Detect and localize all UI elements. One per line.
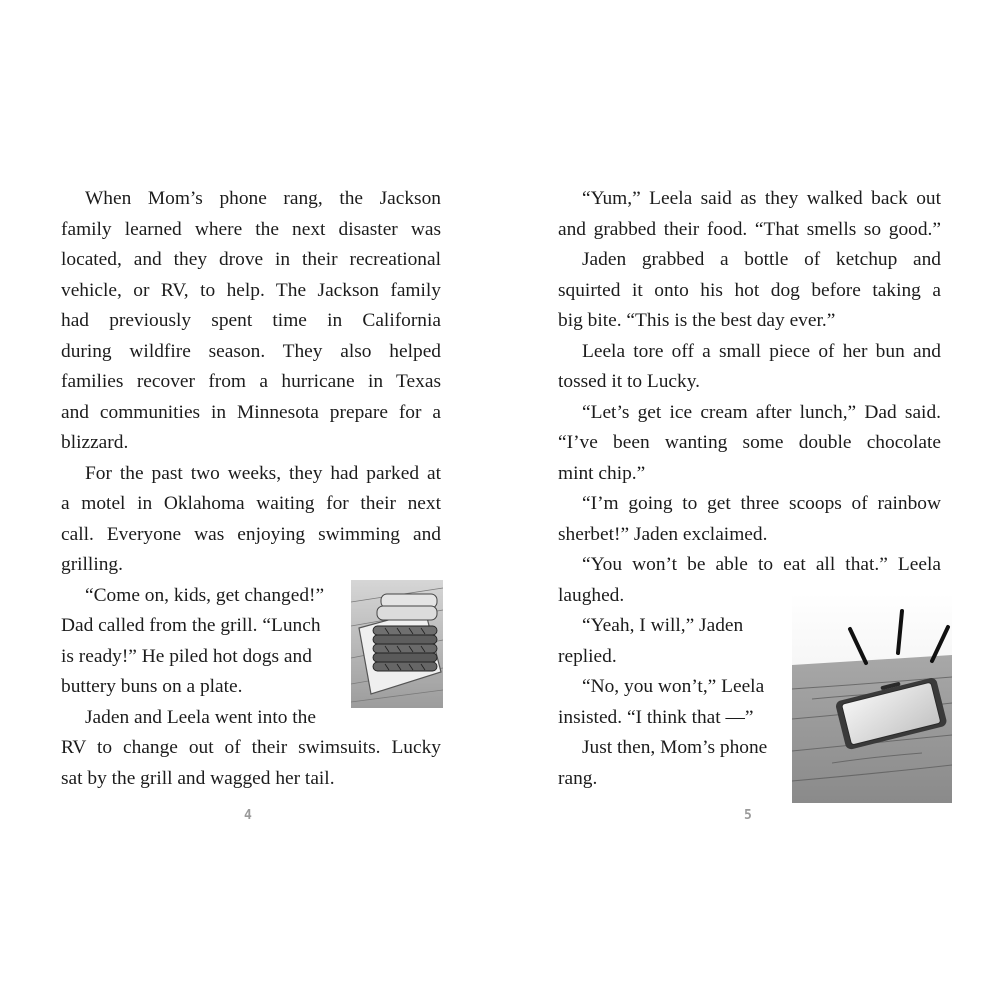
text-line: Leela tore off a small piece of her bun and — [582, 340, 941, 362]
text-line: had previously spent time in California — [61, 310, 441, 331]
text-line: blizzard. — [61, 432, 129, 453]
text-line: sat by the grill and wagged her tail. — [61, 767, 335, 789]
text-line: is ready!” He piled hot dogs and — [61, 645, 312, 667]
text-line: When Mom’s phone rang, the Jackson — [85, 188, 441, 209]
text-line: Jaden grabbed a bottle of ketchup and — [582, 249, 941, 270]
text-line: “Come on, kids, get changed!” — [85, 584, 325, 606]
text-line: RV to change out of their swimsuits. Lucky — [61, 737, 441, 758]
text-line: Just then, Mom’s phone — [582, 737, 768, 758]
text-line: families recover from a hurricane in Texas — [61, 371, 441, 392]
text-line: “Let’s get ice cream after lunch,” Dad said. — [582, 401, 941, 423]
text-line: family learned where the next disaster was — [61, 218, 441, 240]
text-line: insisted. “I think that —” — [558, 706, 754, 728]
text-line: buttery buns on a plate. — [61, 676, 243, 697]
text-line: during wildfire season. They also helped — [61, 340, 441, 362]
text-line: “I’ve been wanting some double chocolate — [558, 432, 941, 453]
text-line: squirted it onto his hot dog before taking a — [558, 279, 941, 301]
text-line: and grabbed their food. “That smells so good.” — [558, 218, 941, 240]
text-line: For the past two weeks, they had parked at — [85, 462, 441, 484]
text-line: laughed. — [558, 584, 625, 606]
text-line: tossed it to Lucky. — [558, 371, 701, 392]
right-page — [500, 0, 1000, 1000]
text-line: “No, you won’t,” Leela — [582, 676, 765, 697]
text-line: Jaden and Leela went into the — [85, 706, 316, 728]
text-line: replied. — [558, 645, 617, 667]
text-line: and communities in Minnesota prepare for a — [61, 401, 441, 423]
page-number: 4 — [244, 808, 252, 823]
text-line: grilling. — [61, 554, 123, 575]
hot-dogs-illustration — [351, 580, 443, 708]
text-line: “Yeah, I will,” Jaden — [582, 615, 744, 636]
page-number: 5 — [744, 808, 752, 823]
text-line: Dad called from the grill. “Lunch — [61, 615, 321, 636]
text-line: big bite. “This is the best day ever.” — [558, 310, 836, 331]
ringing-phone-illustration — [792, 593, 952, 803]
text-line: “I’m going to get three scoops of rainbow — [582, 493, 941, 514]
text-line: a motel in Oklahoma waiting for their next — [61, 493, 441, 514]
text-line: mint chip.” — [558, 462, 646, 484]
text-line: “You won’t be able to eat all that.” Leela — [582, 554, 941, 575]
text-line: rang. — [558, 767, 598, 789]
text-line: “Yum,” Leela said as they walked back out — [582, 188, 941, 209]
text-line: call. Everyone was enjoying swimming and — [61, 523, 441, 545]
text-line: vehicle, or RV, to help. The Jackson family — [61, 279, 441, 301]
text-line: located, and they drove in their recreational — [61, 249, 441, 270]
text-line: sherbet!” Jaden exclaimed. — [558, 523, 768, 545]
